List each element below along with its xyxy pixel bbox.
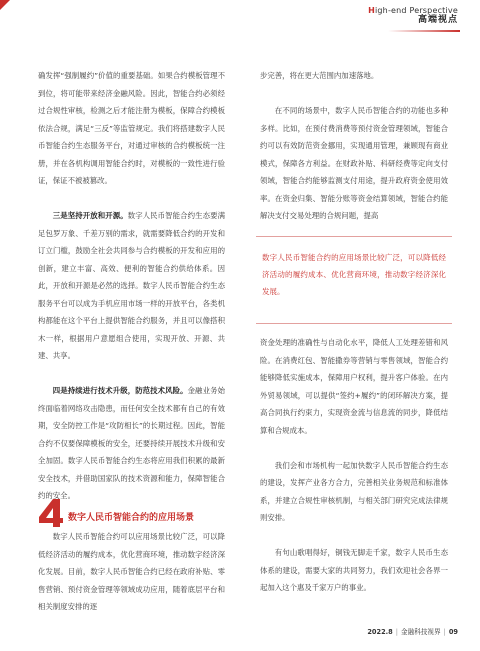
pull-quote-text: 数字人民币智能合约的应用场景比较广泛，可以降低经济活动的履约成本、优化营商环境，推动数字经济深化发展。	[262, 253, 446, 296]
left-column	[38, 67, 225, 505]
section-heading	[38, 504, 238, 530]
paragraph: 有句山歌唱得好，铜钱无脚走千家，数字人民币生态体系的建设，需要大家的共同努力，我们欢迎社会各界一起加入这个惠及千家万户的事业。	[260, 548, 448, 592]
paragraph-open-source: 三是坚持开放和开源。数字人民币智能合约生态要满足包罗万象、千差万别的需求，就需要降低合约的开发和订立门槛，鼓励全社会共同参与合约模板的开发和应用的创新，建立丰富、高效、便利的智能合约供给体系。因此，开放和开源是必然的选择。数字人民币智能合约生态服务平台可以成为手机应用市场一样的开放平台，各类机构都能在这个平台上提供智能合约服务，并且可以像搭积木一样，根据用户意愿组合使用，实现开放、开源、共建、共享。	[38, 211, 225, 360]
journal-name: 金融科技视界	[401, 628, 441, 636]
paragraph-tech-upgrade: 四是持续进行技术升级，防范技术风险。金融业务始终面临着网络攻击隐患，而任何安全技术都有自己的有效期，安全防控工作是“攻防相长”的长期过程。因此，智能合约不仅要保障模板的安全，还要持续开展技术升级和安全加固。数字人民币智能合约生态将应用我们积累的最新安全技术，并借助国家队的技术资源和能力，保障智能合约的安全。	[38, 386, 225, 500]
header-column-title: 高端视点	[417, 15, 458, 26]
page-header	[368, 6, 458, 26]
corner-mark	[0, 0, 10, 10]
page-number: 09	[448, 628, 458, 636]
page-footer: 2022.8 | 金融科技视界 | 09	[367, 628, 458, 636]
header-english: High-end Perspective	[368, 6, 458, 15]
paragraph: 数字人民币智能合约可以应用场景比较广泛，可以降低经济活动的履约成本，优化营商环境，推动数字经济深化发展。目前，数字人民币智能合约已经在政府补贴、零售营销、预付资金管理等领域成功应用，随着底层平台和相关制度安排的逐	[38, 532, 225, 611]
paragraph: 确发挥“强制履约”价值的重要基础。如果合约模板管理不到位，将可能带来经济金融风险。因此，智能合约必须经过合规性审核，检测之后才能注册为模板，保障合约模板依法合规，满足“三反”等监管规定。我们将搭建数字人民币智能合约生态服务平台，对通过审核的合约模板统一注册，并在各机构调用智能合约时，对模板的一致性进行验证，保证不被被篡改。	[38, 71, 225, 185]
paragraph: 我们会和市场机构一起加快数字人民币智能合约生态的建设，发挥产业各方合力，完善相关业务规范和标准体系，并建立合规性审核机制，与相关部门研究完成法律规则安排。	[260, 460, 448, 522]
issue-date: 2022.8	[367, 628, 393, 636]
header-rule	[388, 30, 460, 32]
paragraph: 资金处理的准确性与自动化水平，降低人工处理差错和风险。在消费红包、智能撒券等营销与零售领域，智能合约能够降低实施成本，保障用户权利，提升客户体验。在内外贸易领域，可以提供“签约+履约”的闭环解决方案，提高合同执行约束力，实现资金流与信息流的同步，降低结算和合规成本。	[260, 338, 448, 435]
left-column-lower	[38, 528, 225, 616]
paragraph: 在不同的场景中，数字人民币智能合约的功能也多种多样。比如，在预付费消费等预付资金管理领域，智能合约可以有效防范资金挪用，实现通用管理，兼顾现有商业模式，保障各方利益。在财政补贴、科研经费等定向支付领域，智能合约能够监测支付用途，提升政府资金使用效率。在资金归集、智能分账等资金结算领域，智能合约能解决支付交易处理的合规问题，提高	[260, 106, 448, 220]
section-title: 数字人民币智能合约的应用场景	[68, 513, 195, 523]
right-column-lower	[260, 334, 448, 597]
number-four-icon	[38, 498, 64, 528]
paragraph: 步完善，将在更大范围内加速落地。	[260, 71, 379, 80]
right-column	[260, 67, 448, 225]
pull-quote	[256, 236, 452, 324]
